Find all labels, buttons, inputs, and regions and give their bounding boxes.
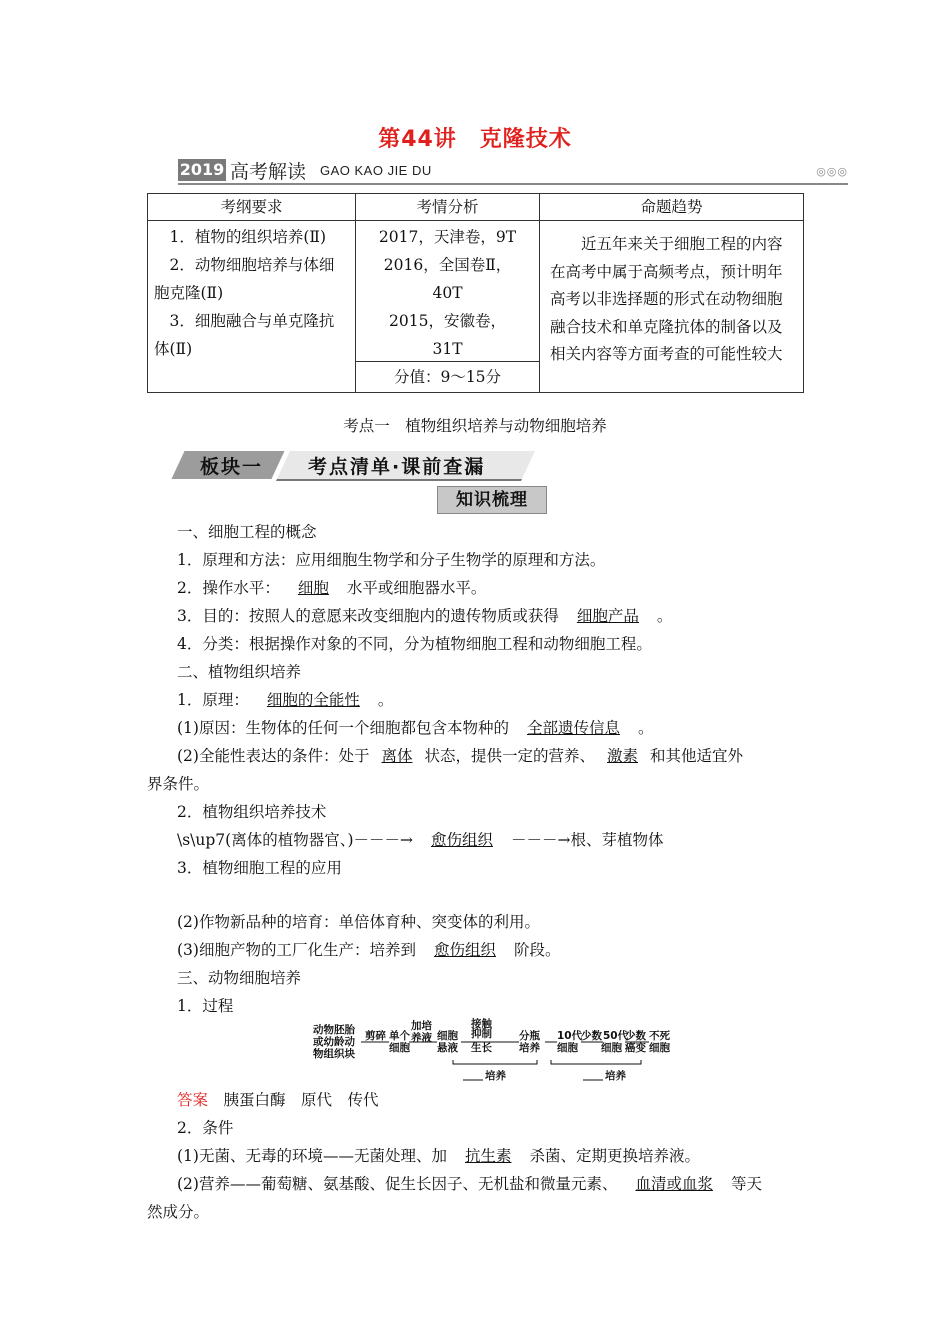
text-line: (3)细胞产物的工厂化生产：培养到 愈伤组织 阶段。 — [177, 941, 561, 959]
analysis-item: 2016，全国卷Ⅱ，40T — [383, 256, 512, 302]
analysis-item: 2017，天津卷，9T — [378, 228, 517, 246]
score-cell: 分值：9～15分 — [356, 361, 539, 392]
trend-cell: 近五年来关于细胞工程的内容在高考中属于高频考点，预计明年高考以非选择题的形式在动物细胞融合技术和单克隆抗体的制备以及相关内容等方面考查的可能性较大 — [540, 221, 804, 393]
analysis-item: 2015，安徽卷，31T — [389, 312, 506, 358]
banner-text: 高考解读 — [230, 161, 307, 183]
answer-blank: 激素 — [607, 747, 639, 765]
zhishi-label: 知识梳理 — [437, 486, 547, 514]
answer-blank: 抗生素 — [464, 1147, 512, 1165]
text-line: (2)作物新品种的培育：单倍体育种、突变体的利用。 — [177, 913, 540, 931]
banner-pinyin: GAO KAO JIE DU — [320, 163, 432, 178]
flowchart-lines — [313, 1018, 673, 1086]
text-line: (1)无菌、无毒的环境——无菌处理、加 抗生素 杀菌、定期更换培养液。 — [177, 1147, 700, 1165]
answer-blank: 愈伤组织 — [433, 941, 496, 959]
bankuai-title: 考点清单·课前查漏 — [308, 456, 486, 478]
text-line: 1．过程 — [177, 997, 234, 1015]
table-header-trend: 命题趋势 — [540, 194, 804, 221]
text-line: 一、细胞工程的概念 — [177, 523, 317, 541]
requirement-item: 3．细胞融合与单克隆抗体(Ⅱ) — [154, 312, 335, 358]
banner-divider — [178, 183, 848, 185]
exam-requirements-table — [147, 193, 804, 393]
text-line: 然成分。 — [147, 1203, 210, 1221]
table-header-requirements: 考纲要求 — [148, 194, 356, 221]
requirement-item: 2．动物细胞培养与体细胞克隆(Ⅱ) — [154, 256, 335, 302]
text-line: 2．条件 — [177, 1119, 234, 1137]
answer-blank: 离体 — [381, 747, 413, 765]
text-line: 三、动物细胞培养 — [177, 969, 302, 987]
requirements-cell — [148, 221, 356, 393]
text-line: 4．分类：根据操作对象的不同，分为植物细胞工程和动物细胞工程。 — [177, 635, 652, 653]
banner-year: 2019 — [179, 160, 225, 179]
answer-blank: 细胞的全能性 — [266, 691, 360, 709]
table-header-analysis: 考情分析 — [356, 194, 540, 221]
text-line: 2．操作水平： 细胞 水平或细胞器水平。 — [177, 579, 487, 597]
kaodian-heading: 考点一 植物组织培养与动物细胞培养 — [343, 417, 607, 435]
answer-blank: 细胞产品 — [576, 607, 639, 625]
answer-blank: 细胞 — [297, 579, 329, 597]
requirement-item: 1．植物的组织培养(Ⅱ) — [169, 228, 326, 246]
answer-label: 答案 — [177, 1091, 209, 1109]
answer-blank: 血清或血浆 — [635, 1175, 713, 1193]
text-line: \s\up7(离体的植物器官、)－－－→ 愈伤组织 －－－→根、芽植物体 — [177, 831, 664, 849]
text-line: 二、植物组织培养 — [177, 663, 302, 681]
gaokao-banner — [178, 157, 848, 185]
banner-dots-icon: ◎◎◎ — [816, 165, 848, 178]
text-line: 3．植物细胞工程的应用 — [177, 859, 342, 877]
answer-blank: 全部遗传信息 — [526, 719, 620, 737]
text-line: 界条件。 — [147, 775, 210, 793]
animal-cell-culture-flowchart: 动物胚胎 或幼龄动 物组织块 剪碎 单个 细胞 加培 养液 细胞 悬液 接触 抑制 生长 分瓶 培养 10代 细胞 少数 50代 细胞 少数 癌变 不死 细胞 培养 培养 — [313, 1018, 673, 1086]
bankuai-banner — [178, 451, 528, 479]
page-title: 第44讲 克隆技术 — [378, 127, 572, 152]
text-line: (2)营养——葡萄糖、氨基酸、促生长因子、无机盐和微量元素、 血清或血浆 等天 — [177, 1175, 762, 1193]
text-line: 1．原理和方法：应用细胞生物学和分子生物学的原理和方法。 — [177, 551, 606, 569]
text-line: 3．目的：按照人的意愿来改变细胞内的遗传物质或获得 细胞产品 。 — [177, 607, 673, 625]
text-line: 1．原理： 细胞的全能性 。 — [177, 691, 394, 709]
text-line: 答案 胰蛋白酶 原代 传代 — [177, 1091, 379, 1109]
text-line: (1)原因：生物体的任何一个细胞都包含本物种的 全部遗传信息 。 — [177, 719, 654, 737]
text-line: 2．植物组织培养技术 — [177, 803, 327, 821]
bankuai-label: 板块一 — [200, 456, 264, 478]
analysis-cell — [356, 221, 540, 393]
text-line: (2)全能性表达的条件：处于 离体 状态，提供一定的营养、 激素 和其他适宜外 — [177, 747, 744, 765]
answer-blank: 愈伤组织 — [431, 831, 494, 849]
